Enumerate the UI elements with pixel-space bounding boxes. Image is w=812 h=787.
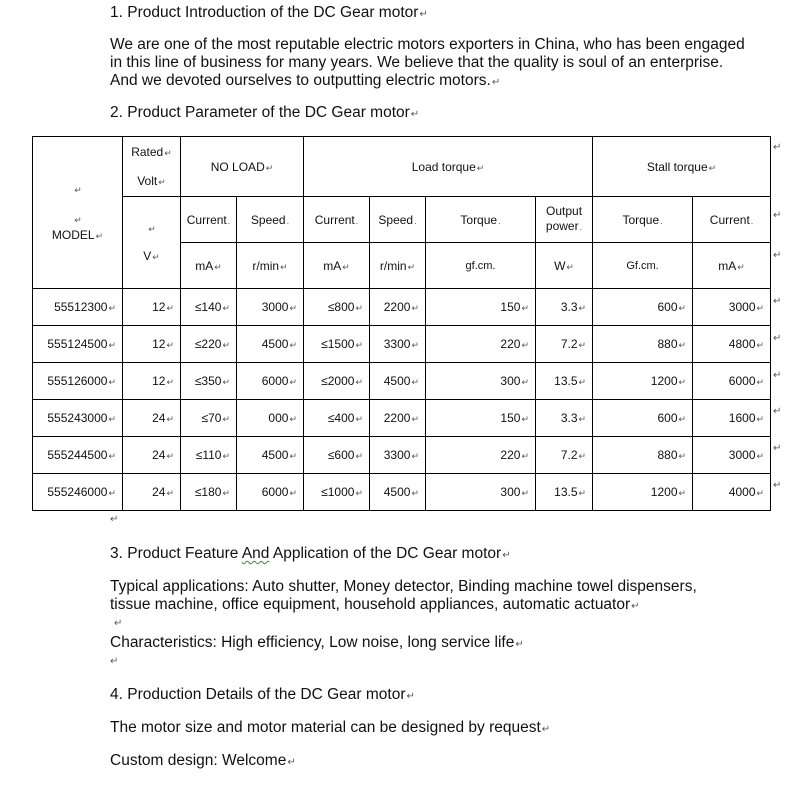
paragraph-mark-icon: ↵ bbox=[773, 480, 782, 491]
paragraph-mark-icon: ↵ bbox=[773, 210, 782, 221]
section-2-heading-text: 2. Product Parameter of the DC Gear motor bbox=[110, 104, 410, 121]
cell-lt-torque: 150↵ bbox=[426, 400, 536, 437]
paragraph-mark-icon: ↵ bbox=[773, 443, 782, 454]
size-text bbox=[110, 719, 550, 739]
cell-model: 555244500↵ bbox=[33, 437, 123, 474]
section-1-heading bbox=[110, 4, 428, 24]
cell-nl-current: ≤70↵ bbox=[181, 400, 237, 437]
unit-nl-current: mA↵ bbox=[181, 243, 237, 289]
cell-st-torque: 1200↵ bbox=[593, 474, 693, 511]
cell-st-current: 3000↵ bbox=[693, 289, 771, 326]
table-row bbox=[33, 400, 771, 437]
subheader-st-current: Current. bbox=[693, 197, 771, 243]
load-torque-header: Load torque↵ bbox=[304, 137, 593, 197]
no-load-header: NO LOAD↵ bbox=[181, 137, 304, 197]
cell-lt-current: ≤600↵ bbox=[304, 437, 370, 474]
cell-model: 555246000↵ bbox=[33, 474, 123, 511]
applications-text-content: Typical applications: Auto shutter, Money detector, Binding machine towel dispensers, tissue machine, office equipment, household appliances, automatic actuator bbox=[110, 578, 697, 613]
section-3-heading-and: And bbox=[241, 545, 270, 562]
table-row bbox=[33, 474, 771, 511]
section-3-heading-pre: 3. Product Feature bbox=[110, 545, 242, 562]
table-row bbox=[33, 326, 771, 363]
cell-volt: 24↵ bbox=[123, 474, 181, 511]
subheader-lt-output: Output power. bbox=[536, 197, 593, 243]
cell-model: 555124500↵ bbox=[33, 326, 123, 363]
paragraph-mark-icon: ↵ bbox=[491, 77, 501, 88]
unit-st-torque: Gf.cm. bbox=[593, 243, 693, 289]
cell-nl-current: ≤140↵ bbox=[181, 289, 237, 326]
cell-lt-speed: 2200↵ bbox=[370, 289, 426, 326]
unit-st-current: mA↵ bbox=[693, 243, 771, 289]
model-header bbox=[33, 137, 123, 289]
cell-lt-output: 3.3↵ bbox=[536, 289, 593, 326]
cell-nl-speed: 3000↵ bbox=[237, 289, 304, 326]
cell-nl-speed: 6000↵ bbox=[237, 363, 304, 400]
section-1-heading-text: 1. Product Introduction of the DC Gear motor bbox=[110, 4, 419, 21]
subheader-lt-speed: Speed. bbox=[370, 197, 426, 243]
paragraph-mark-icon: ↵ bbox=[773, 333, 782, 344]
paragraph-mark-icon: ↵ bbox=[74, 184, 82, 195]
unit-nl-speed: r/min↵ bbox=[237, 243, 304, 289]
cell-nl-current: ≤350↵ bbox=[181, 363, 237, 400]
cell-nl-speed: 000↵ bbox=[237, 400, 304, 437]
paragraph-mark-icon: ↵ bbox=[74, 214, 82, 225]
cell-st-torque: 880↵ bbox=[593, 326, 693, 363]
cell-lt-speed: 3300↵ bbox=[370, 437, 426, 474]
paragraph-mark-icon: ↵ bbox=[419, 9, 428, 20]
cell-lt-torque: 150↵ bbox=[426, 289, 536, 326]
subheader-nl-current: Current. bbox=[181, 197, 237, 243]
cell-model: 555126000↵ bbox=[33, 363, 123, 400]
section-4-heading bbox=[110, 686, 415, 706]
cell-lt-output: 7.2↵ bbox=[536, 437, 593, 474]
section-2-heading bbox=[110, 104, 419, 124]
subheader-st-torque: Torque. bbox=[593, 197, 693, 243]
subheader-lt-torque: Torque. bbox=[426, 197, 536, 243]
subheader-nl-speed: Speed. bbox=[237, 197, 304, 243]
cell-st-torque: 600↵ bbox=[593, 289, 693, 326]
paragraph-mark-icon: ↵ bbox=[773, 142, 782, 153]
rated-volt-header bbox=[123, 137, 181, 197]
cell-lt-current: ≤1000↵ bbox=[304, 474, 370, 511]
cell-lt-speed: 3300↵ bbox=[370, 326, 426, 363]
cell-volt: 24↵ bbox=[123, 400, 181, 437]
cell-nl-current: ≤220↵ bbox=[181, 326, 237, 363]
paragraph-mark-icon: ↵ bbox=[773, 406, 782, 417]
paragraph-mark-icon: ↵ bbox=[158, 176, 166, 187]
cell-lt-speed: 2200↵ bbox=[370, 400, 426, 437]
cell-lt-speed: 4500↵ bbox=[370, 474, 426, 511]
cell-volt: 12↵ bbox=[123, 363, 181, 400]
paragraph-mark-icon: ↵ bbox=[541, 724, 551, 735]
paragraph-mark-icon: ↵ bbox=[95, 230, 104, 241]
cell-volt: 24↵ bbox=[123, 437, 181, 474]
model-label: MODEL bbox=[51, 227, 95, 242]
cell-nl-current: ≤180↵ bbox=[181, 474, 237, 511]
volt-label: Volt bbox=[137, 173, 158, 188]
cell-st-current: 6000↵ bbox=[693, 363, 771, 400]
cell-lt-current: ≤2000↵ bbox=[304, 363, 370, 400]
cell-lt-output: 7.2↵ bbox=[536, 326, 593, 363]
section-4-heading-text: 4. Production Details of the DC Gear motor bbox=[110, 686, 406, 703]
table-row bbox=[33, 363, 771, 400]
section-3-heading bbox=[110, 545, 511, 565]
cell-st-torque: 1200↵ bbox=[593, 363, 693, 400]
paragraph-mark-icon: ↵ bbox=[110, 514, 119, 525]
unit-lt-current: mA↵ bbox=[304, 243, 370, 289]
paragraph-mark-icon: ↵ bbox=[110, 656, 119, 667]
paragraph-mark-icon: ↵ bbox=[773, 250, 782, 261]
table-row bbox=[33, 437, 771, 474]
table-body bbox=[33, 289, 771, 511]
paragraph-mark-icon: ↵ bbox=[773, 370, 782, 381]
unit-lt-speed: r/min↵ bbox=[370, 243, 426, 289]
cell-st-current: 4000↵ bbox=[693, 474, 771, 511]
table-header-row bbox=[33, 137, 771, 197]
unit-lt-torque: gf.cm. bbox=[426, 243, 536, 289]
cell-lt-output: 13.5↵ bbox=[536, 474, 593, 511]
section-1-body-text: We are one of the most reputable electric motors exporters in China, who has been engaged in this line of business for many years. We believe that the quality is soul of an enterprise. And we devoted ourselves to outputting electric motors. bbox=[110, 36, 745, 89]
cell-nl-speed: 4500↵ bbox=[237, 326, 304, 363]
paragraph-mark-icon: ↵ bbox=[406, 691, 415, 702]
cell-lt-torque: 300↵ bbox=[426, 474, 536, 511]
paragraph-mark-icon: ↵ bbox=[410, 109, 420, 120]
cell-lt-torque: 220↵ bbox=[426, 326, 536, 363]
table-row bbox=[33, 289, 771, 326]
cell-lt-torque: 220↵ bbox=[426, 437, 536, 474]
cell-model: 555243000↵ bbox=[33, 400, 123, 437]
cell-st-torque: 600↵ bbox=[593, 400, 693, 437]
section-1-body bbox=[110, 36, 750, 92]
size-text-content: The motor size and motor material can be designed by request bbox=[110, 719, 541, 736]
custom-design-text bbox=[110, 752, 296, 772]
cell-lt-output: 3.3↵ bbox=[536, 400, 593, 437]
cell-nl-speed: 4500↵ bbox=[237, 437, 304, 474]
paragraph-mark-icon: ↵ bbox=[114, 618, 123, 629]
volt-unit-header: ↵ V↵ bbox=[123, 197, 181, 289]
custom-design-text-content: Custom design: Welcome bbox=[110, 752, 287, 769]
product-parameter-table bbox=[32, 136, 771, 511]
paragraph-mark-icon: ↵ bbox=[287, 757, 296, 768]
cell-st-current: 4800↵ bbox=[693, 326, 771, 363]
paragraph-mark-icon: ↵ bbox=[515, 639, 524, 650]
section-3-heading-post: Application of the DC Gear motor bbox=[269, 545, 502, 562]
cell-lt-current: ≤1500↵ bbox=[304, 326, 370, 363]
cell-model: 55512300↵ bbox=[33, 289, 123, 326]
rated-label: Rated bbox=[131, 144, 164, 159]
paragraph-mark-icon: ↵ bbox=[631, 601, 640, 612]
applications-text bbox=[110, 578, 730, 616]
table-subheader-row bbox=[33, 197, 771, 243]
stall-torque-header: Stall torque↵ bbox=[593, 137, 771, 197]
cell-st-current: 1600↵ bbox=[693, 400, 771, 437]
cell-lt-torque: 300↵ bbox=[426, 363, 536, 400]
cell-st-torque: 880↵ bbox=[593, 437, 693, 474]
cell-nl-current: ≤110↵ bbox=[181, 437, 237, 474]
cell-lt-current: ≤800↵ bbox=[304, 289, 370, 326]
cell-volt: 12↵ bbox=[123, 326, 181, 363]
cell-volt: 12↵ bbox=[123, 289, 181, 326]
characteristics-text bbox=[110, 634, 524, 654]
cell-st-current: 3000↵ bbox=[693, 437, 771, 474]
cell-lt-speed: 4500↵ bbox=[370, 363, 426, 400]
volt-unit: V bbox=[143, 248, 152, 263]
subheader-lt-current: Current. bbox=[304, 197, 370, 243]
paragraph-mark-icon: ↵ bbox=[502, 550, 511, 561]
characteristics-text-content: Characteristics: High efficiency, Low noise, long service life bbox=[110, 634, 515, 651]
paragraph-mark-icon: ↵ bbox=[164, 147, 172, 158]
paragraph-mark-icon: ↵ bbox=[773, 296, 782, 307]
cell-lt-output: 13.5↵ bbox=[536, 363, 593, 400]
unit-lt-output: W↵ bbox=[536, 243, 593, 289]
cell-nl-speed: 6000↵ bbox=[237, 474, 304, 511]
cell-lt-current: ≤400↵ bbox=[304, 400, 370, 437]
